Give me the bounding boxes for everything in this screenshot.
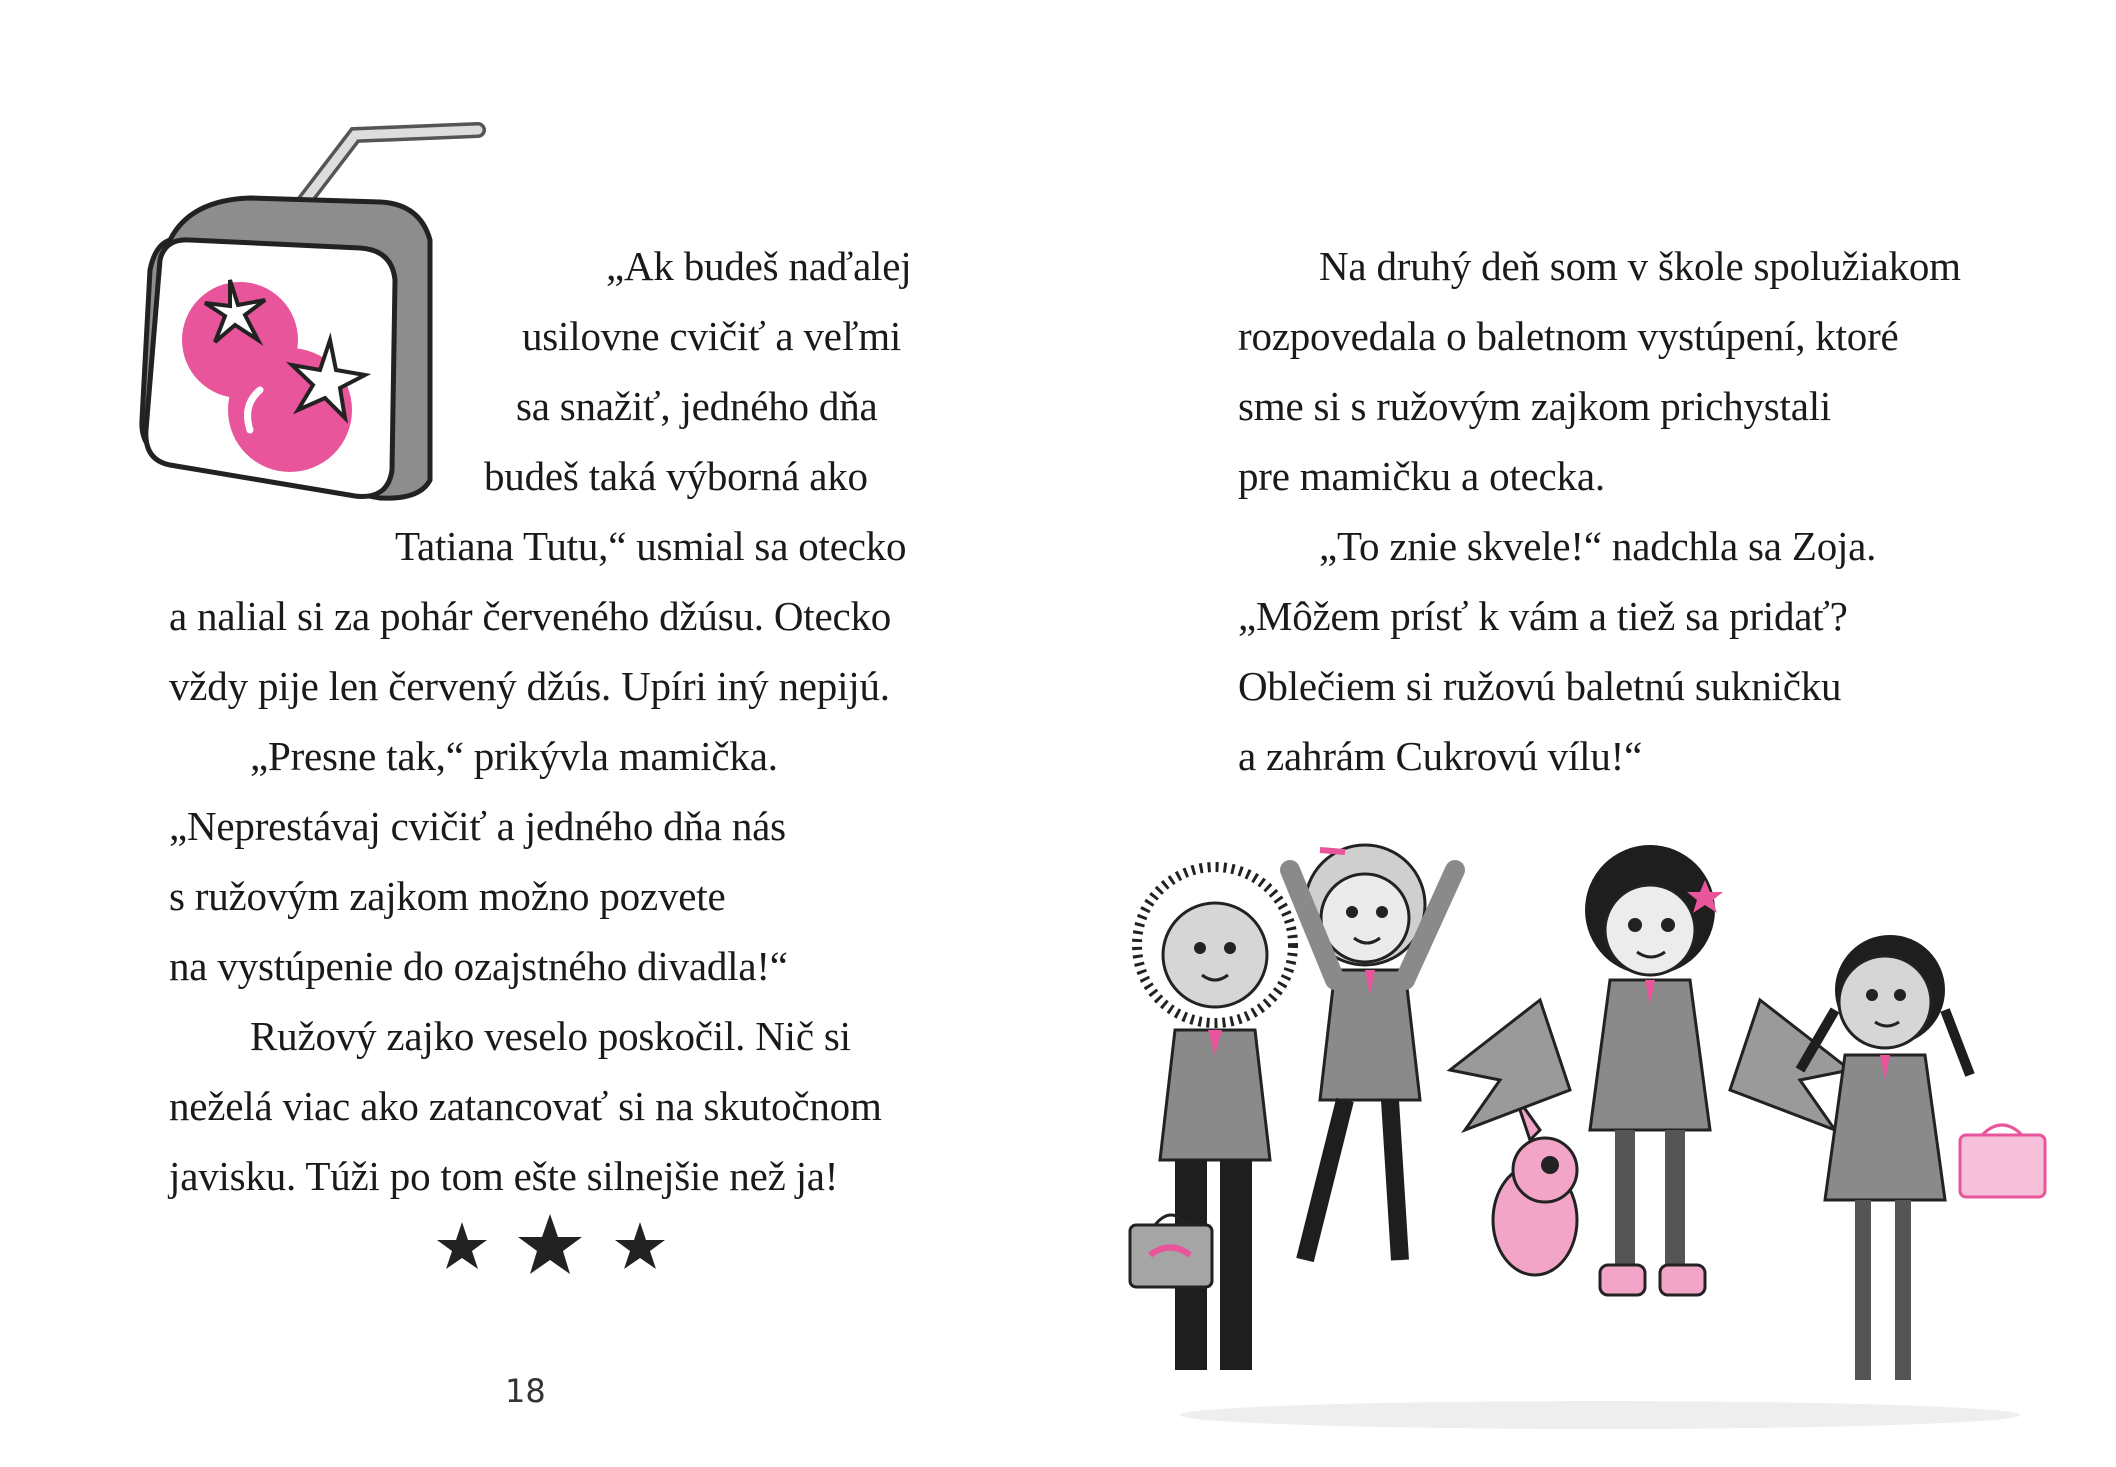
text-line: budeš taká výborná ako [484, 453, 868, 499]
text-line: „Presne tak,“ prikývla mamička. [250, 733, 778, 779]
text-line: „Neprestávaj cvičiť a jedného dňa nás [169, 803, 786, 849]
text-line: s ružovým zajkom možno pozvete [169, 873, 726, 919]
schoolchildren-illustration [1120, 830, 2080, 1440]
page-number: 18 [505, 1372, 546, 1410]
text-line: „Ak budeš naďalej [606, 243, 912, 289]
girl-curly-hair-figure [1130, 867, 1293, 1370]
text-line: Oblečiem si ružovú baletnú sukničku [1238, 663, 1842, 709]
text-line: sa snažiť, jedného dňa [516, 383, 878, 429]
text-line: „To znie skvele!“ nadchla sa Zoja. [1319, 523, 1877, 569]
girl-braids-figure [1800, 935, 2045, 1380]
text-line: Ružový zajko veselo poskočil. Nič si [250, 1013, 851, 1059]
text-line: usilovne cvičiť a veľmi [522, 313, 902, 359]
pink-bunny-toy [1493, 1095, 1577, 1275]
text-line: a zahrám Cukrovú vílu!“ [1238, 733, 1643, 779]
text-line: vždy pije len červený džús. Upíri iný nepijú. [169, 663, 890, 709]
section-break-stars-icon [430, 1210, 670, 1280]
juice-box-icon [130, 120, 500, 520]
text-line: Tatiana Tutu,“ usmial sa otecko [395, 523, 907, 569]
text-line: pre mamičku a otecka. [1238, 453, 1605, 499]
text-line: Na druhý deň som v škole spolužiakom [1319, 243, 1961, 289]
text-line: sme si s ružovým zajkom prichystali [1238, 383, 1832, 429]
text-line: javisku. Túži po tom ešte silnejšie než ja! [169, 1153, 839, 1199]
text-line: „Môžem prísť k vám a tiež sa pridať? [1238, 593, 1848, 639]
text-line: na vystúpenie do ozajstného divadla!“ [169, 943, 788, 989]
text-line: neželá viac ako zatancovať si na skutočnom [169, 1083, 882, 1129]
text-line: rozpovedala o baletnom vystúpení, ktoré [1238, 313, 1899, 359]
girl-arms-up-figure [1290, 845, 1455, 1260]
text-line: a nalial si za pohár červeného džúsu. Otecko [169, 593, 892, 639]
